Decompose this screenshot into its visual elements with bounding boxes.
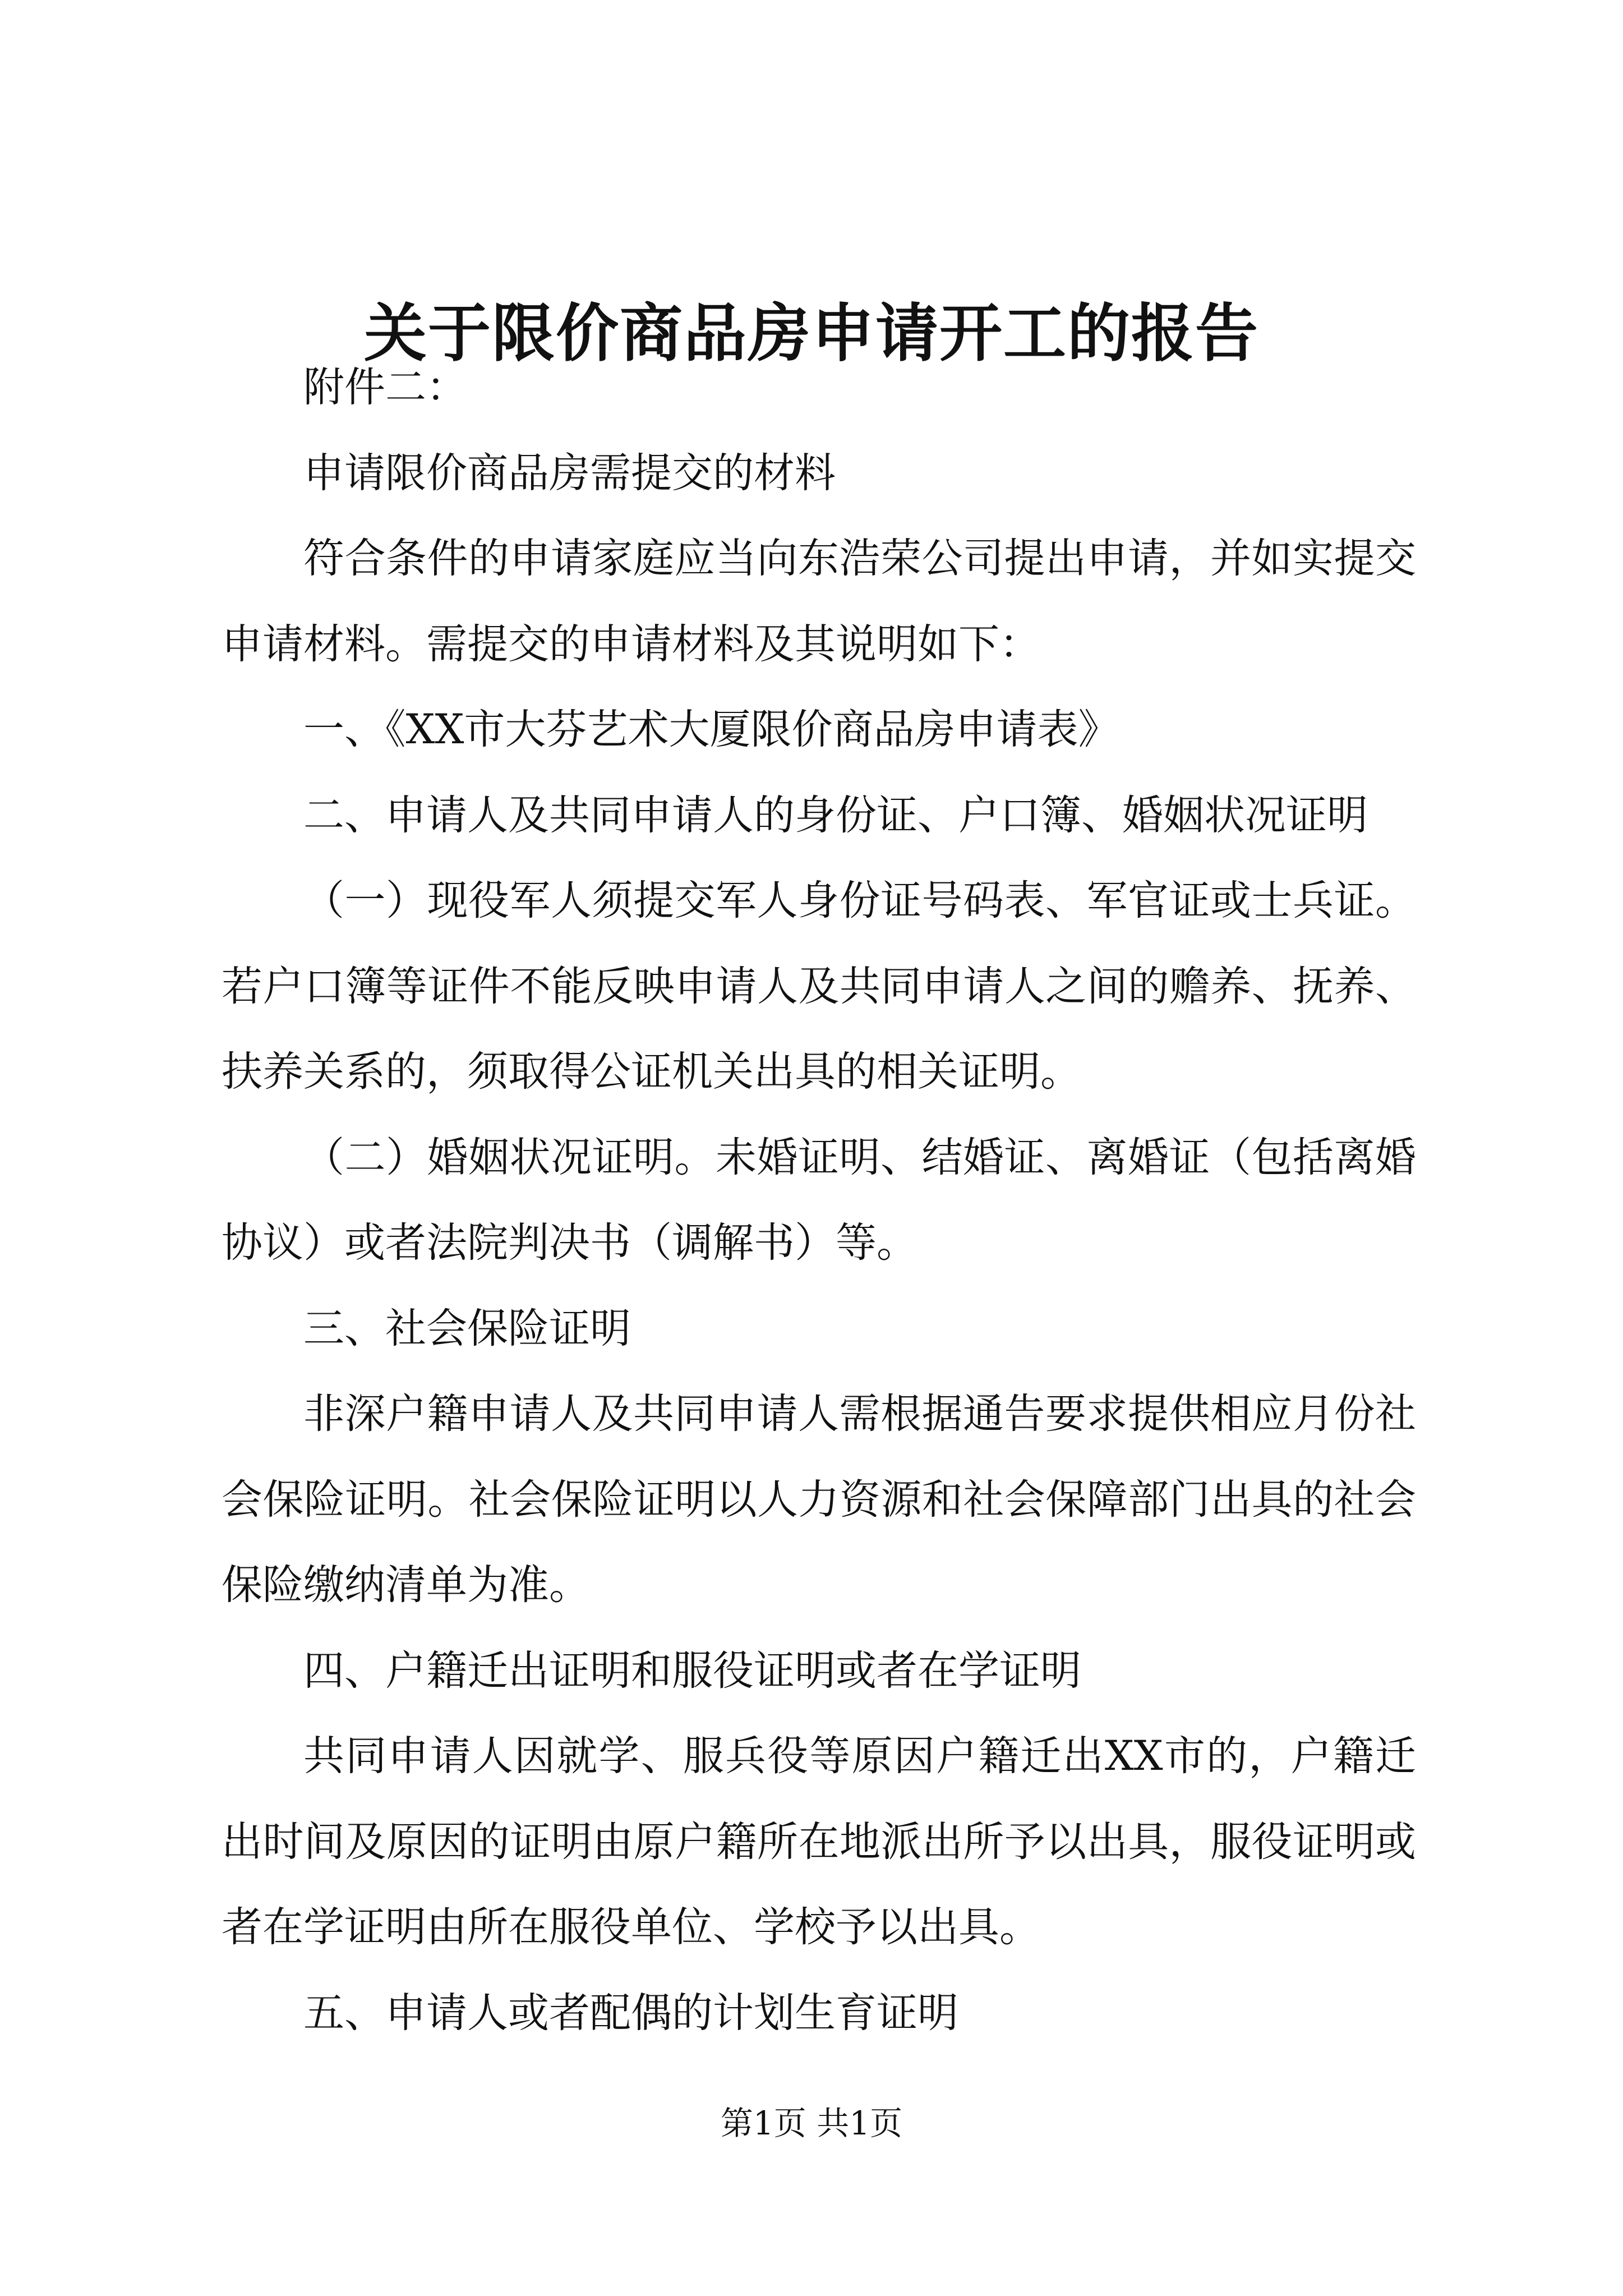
paragraph-item-1: 一、《XX市大芬艺术大厦限价商品房申请表》 bbox=[303, 706, 1119, 753]
paragraph-item-2-2: （二）婚姻状况证明。未婚证明、结婚证、离婚证（包括离婚协议）或者法院判决书（调解书）等。 bbox=[222, 1133, 1416, 1267]
paragraph-intro: 符合条件的申请家庭应当向东浩荣公司提出申请，并如实提交申请材料。需提交的申请材料及其说明如下： bbox=[222, 535, 1416, 668]
paragraph-materials-heading: 申请限价商品房需提交的材料 bbox=[303, 449, 836, 497]
document-body bbox=[222, 345, 1416, 2056]
paragraph-item-3: 三、社会保险证明 bbox=[303, 1304, 631, 1352]
paragraph-item-3-detail: 非深户籍申请人及共同申请人需根据通告要求提供相应月份社会保险证明。社会保险证明以人力资源和社会保障部门出具的社会保险缴纳清单为准。 bbox=[222, 1390, 1416, 1609]
document-title: 关于限价商品房申请开工的报告 bbox=[364, 297, 1259, 370]
page-footer: 第1页 共1页 bbox=[720, 2104, 903, 2142]
paragraph-item-2-1: （一）现役军人须提交军人身份证号码表、军官证或士兵证。若户口簿等证件不能反映申请人及共同申请人之间的赡养、抚养、扶养关系的，须取得公证机关出具的相关证明。 bbox=[222, 877, 1416, 1096]
paragraph-attachment-label: 附件二： bbox=[303, 364, 467, 411]
paragraph-item-4: 四、户籍迁出证明和服役证明或者在学证明 bbox=[303, 1646, 1081, 1695]
paragraph-item-4-detail: 共同申请人因就学、服兵役等原因户籍迁出XX市的，户籍迁出时间及原因的证明由原户籍所在地派出所予以出具，服役证明或者在学证明由所在服役单位、学校予以出具。 bbox=[222, 1732, 1416, 1951]
paragraph-item-2: 二、申请人及共同申请人的身份证、户口簿、婚姻状况证明 bbox=[303, 791, 1368, 839]
paragraph-item-5: 五、申请人或者配偶的计划生育证明 bbox=[303, 1989, 958, 2037]
